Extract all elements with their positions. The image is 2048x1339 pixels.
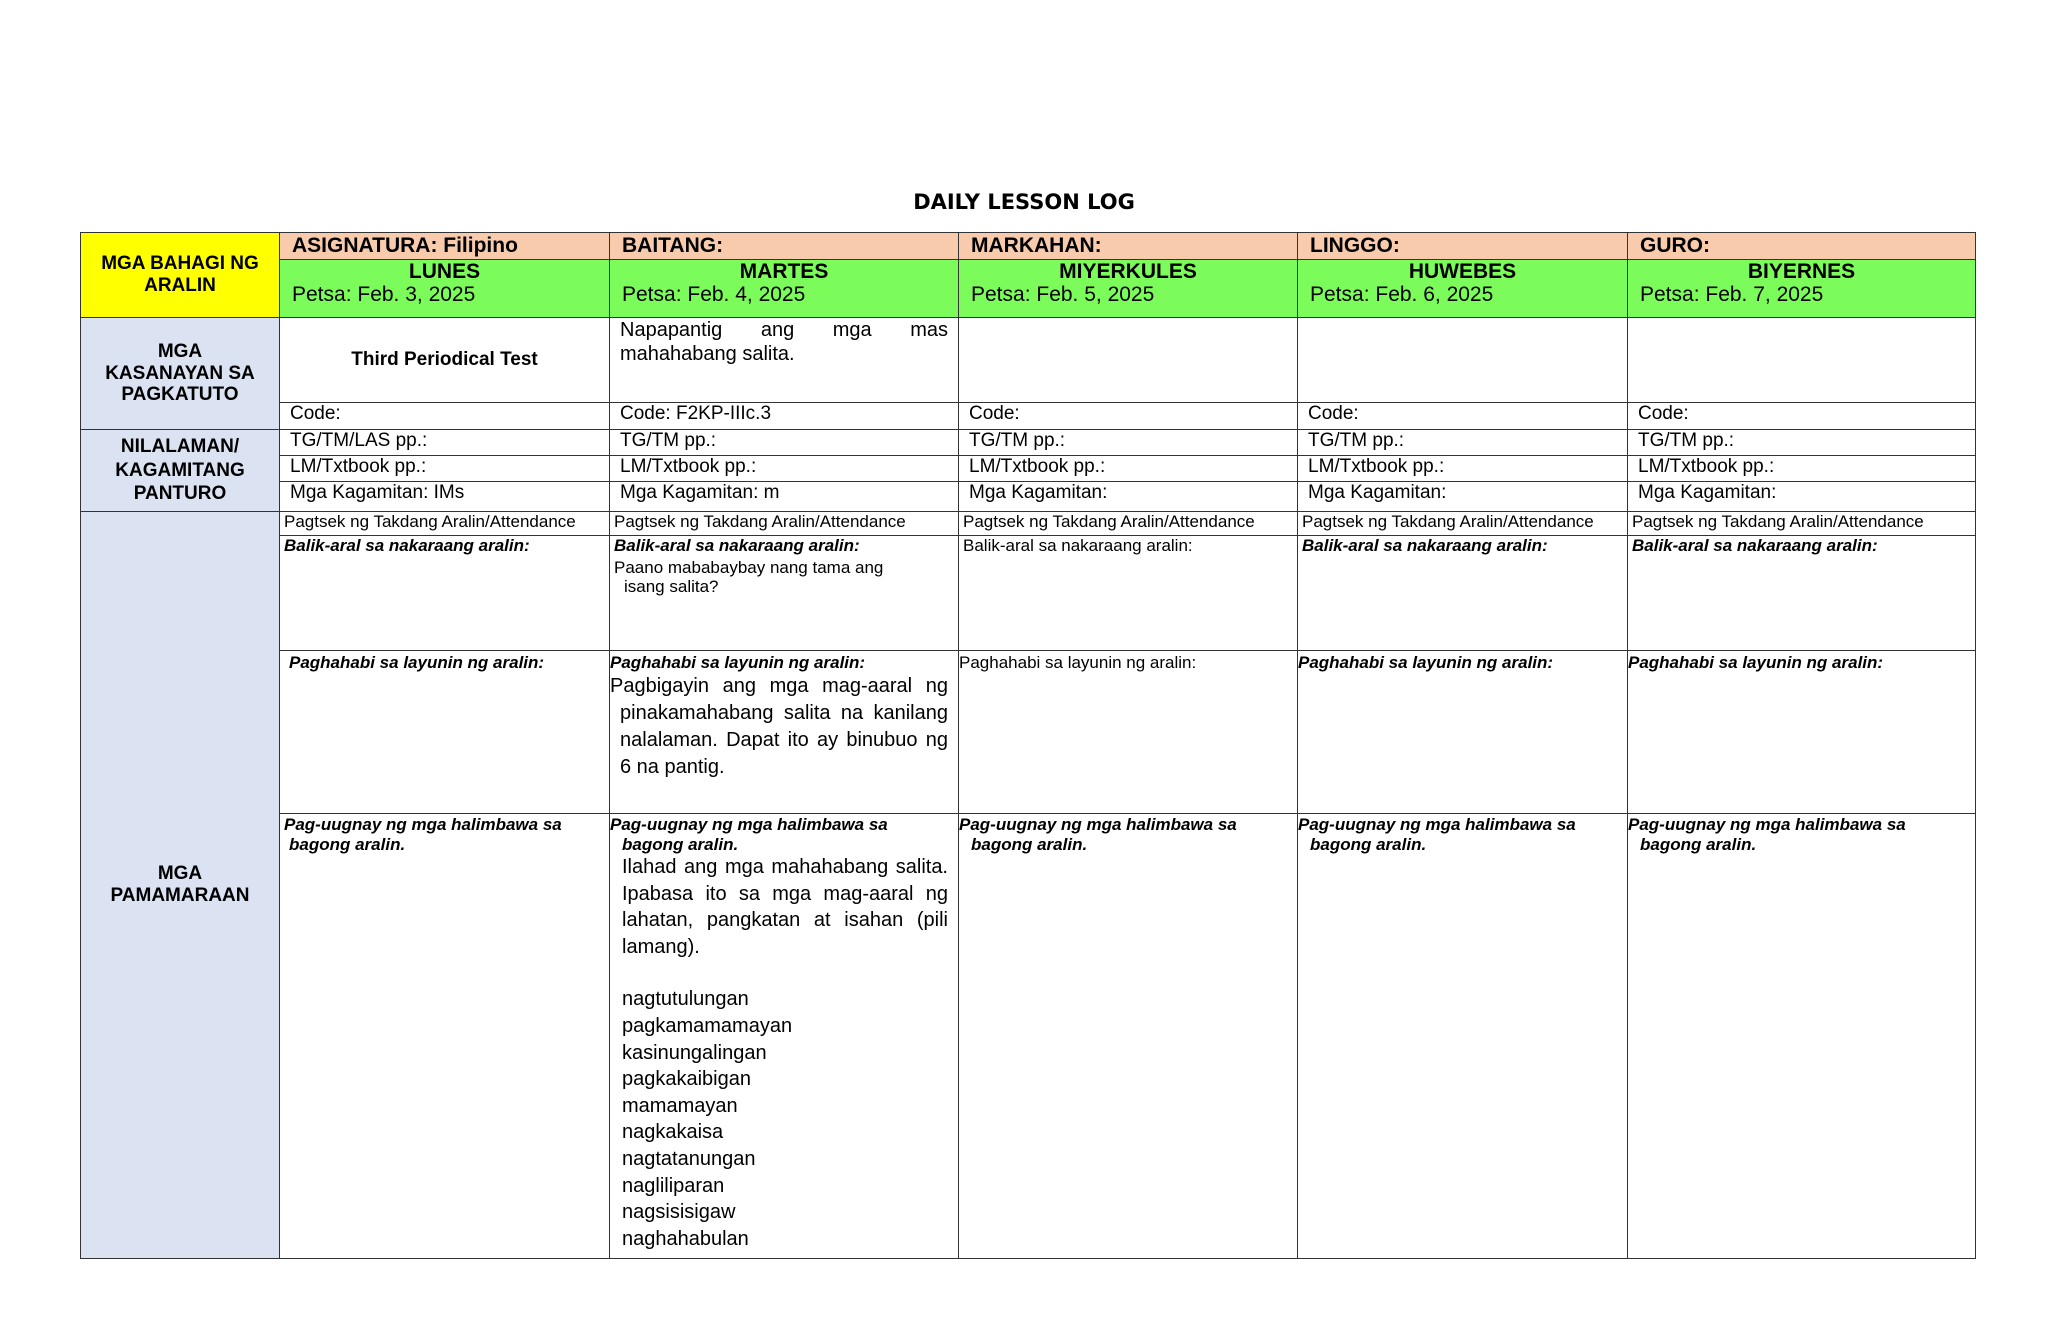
balik-aral-label: Balik-aral sa nakaraang aralin: <box>1632 536 1878 555</box>
linggo-header: LINGGO: <box>1298 233 1628 260</box>
day-date: Petsa: Feb. 5, 2025 <box>971 283 1155 307</box>
day-header-lunes <box>280 260 610 318</box>
paghahabi-label: Paghahabi sa layunin ng aralin: <box>959 653 1197 672</box>
page-title: DAILY LESSON LOG <box>913 190 1135 214</box>
word-list <box>610 986 948 1252</box>
pag-uugnay-miyerkules <box>959 814 1298 1259</box>
paghahabi-martes-text: Pagbigayin ang mga mag-aaral ng pinakamahabang salita na kanilang nalalaman. Dapat ito ay binubuo ng 6 na pantig. <box>610 674 948 778</box>
pag-uugnay-martes-text: Ilahad ang mga mahahabang salita. Ipabasa ito sa mga mag-aaral ng lahatan, pangkatan at isahan (pili lamang). <box>622 856 948 958</box>
day-date: Petsa: Feb. 6, 2025 <box>1310 283 1494 307</box>
paghahabi-lunes <box>280 651 610 814</box>
word-item: nagtutulungan <box>622 988 749 1011</box>
section-nilalaman: NILALAMAN/ KAGAMITANG PANTURO <box>81 430 280 512</box>
markahan-header: MARKAHAN: <box>959 233 1298 260</box>
corner-header: MGA BAHAGI NG ARALIN <box>81 233 280 318</box>
tg-lunes: TG/TM/LAS pp.: <box>280 430 610 456</box>
day-date: Petsa: Feb. 4, 2025 <box>622 283 806 307</box>
lm-martes: LM/Txtbook pp.: <box>610 456 959 482</box>
pagtsek-huwebes: Pagtsek ng Takdang Aralin/Attendance <box>1298 512 1628 536</box>
paghahabi-label: Paghahabi sa layunin ng aralin: <box>289 653 545 672</box>
day-name: MARTES <box>739 260 829 283</box>
paghahabi-huwebes <box>1298 651 1628 814</box>
section-kasanayan: MGA KASANAYAN SA PAGKATUTO <box>81 318 280 430</box>
kagamitan-biyernes: Mga Kagamitan: <box>1628 482 1976 512</box>
baitang-header: BAITANG: <box>610 233 959 260</box>
paghahabi-biyernes <box>1628 651 1976 814</box>
pag-uugnay-lunes <box>280 814 610 1259</box>
paghahabi-label: Paghahabi sa layunin ng aralin: <box>1298 653 1554 672</box>
kagamitan-miyerkules: Mga Kagamitan: <box>959 482 1298 512</box>
balik-aral-martes-text: Paano mababaybay nang tama ang isang salita? <box>614 557 884 597</box>
balik-aral-label: Balik-aral sa nakaraang aralin: <box>963 536 1193 555</box>
word-item: nagsisisigaw <box>622 1201 736 1224</box>
code-miyerkules: Code: <box>959 403 1298 430</box>
lm-biyernes: LM/Txtbook pp.: <box>1628 456 1976 482</box>
pagtsek-miyerkules: Pagtsek ng Takdang Aralin/Attendance <box>959 512 1298 536</box>
code-lunes: Code: <box>280 403 610 430</box>
day-date: Petsa: Feb. 3, 2025 <box>292 283 476 307</box>
paghahabi-martes <box>610 651 959 814</box>
balik-aral-miyerkules <box>959 536 1298 651</box>
tg-biyernes: TG/TM pp.: <box>1628 430 1976 456</box>
code-martes: Code: F2KP-IIIc.3 <box>610 403 959 430</box>
word-item: nagkakaisa <box>622 1121 724 1144</box>
word-item: pagkakaibigan <box>622 1068 751 1091</box>
kasanayan-miyerkules <box>959 318 1298 403</box>
lesson-log-table <box>80 232 1976 1259</box>
balik-aral-biyernes <box>1628 536 1976 651</box>
pagtsek-martes: Pagtsek ng Takdang Aralin/Attendance <box>610 512 959 536</box>
lm-lunes: LM/Txtbook pp.: <box>280 456 610 482</box>
balik-aral-label: Balik-aral sa nakaraang aralin: <box>284 536 530 555</box>
day-header-miyerkules <box>959 260 1298 318</box>
pag-uugnay-label: Pag-uugnay ng mga halimbawa sa bagong aralin. <box>610 815 888 854</box>
paghahabi-label: Paghahabi sa layunin ng aralin: <box>610 653 866 672</box>
word-item: naghahabulan <box>622 1227 749 1250</box>
day-date: Petsa: Feb. 7, 2025 <box>1640 283 1824 307</box>
day-header-biyernes <box>1628 260 1976 318</box>
kagamitan-lunes: Mga Kagamitan: IMs <box>280 482 610 512</box>
word-item: pagkamamamayan <box>622 1015 793 1038</box>
code-huwebes: Code: <box>1298 403 1628 430</box>
word-item: mamamayan <box>622 1094 738 1117</box>
paghahabi-miyerkules <box>959 651 1298 814</box>
tg-martes: TG/TM pp.: <box>610 430 959 456</box>
paghahabi-label: Paghahabi sa layunin ng aralin: <box>1628 653 1884 672</box>
code-biyernes: Code: <box>1628 403 1976 430</box>
section-pamamaraan: MGA PAMAMARAAN <box>81 512 280 1259</box>
word-item: nagtatanungan <box>622 1148 756 1171</box>
kasanayan-biyernes <box>1628 318 1976 403</box>
tg-miyerkules: TG/TM pp.: <box>959 430 1298 456</box>
day-name: LUNES <box>408 260 481 283</box>
pag-uugnay-label: Pag-uugnay ng mga halimbawa sa bagong aralin. <box>1628 815 1906 854</box>
kasanayan-martes <box>610 318 959 403</box>
day-name: MIYERKULES <box>1059 260 1197 283</box>
balik-aral-label: Balik-aral sa nakaraang aralin: <box>1302 536 1548 555</box>
pag-uugnay-martes <box>610 814 959 1259</box>
word-item: kasinungalingan <box>622 1041 767 1064</box>
guro-header: GURO: <box>1628 233 1976 260</box>
lm-miyerkules: LM/Txtbook pp.: <box>959 456 1298 482</box>
day-header-martes <box>610 260 959 318</box>
kasanayan-martes-text: Napapantig ang mga mas mahahabang salita. <box>620 319 948 365</box>
lm-huwebes: LM/Txtbook pp.: <box>1298 456 1628 482</box>
asignatura-header: ASIGNATURA: Filipino <box>280 233 610 260</box>
day-name: BIYERNES <box>1747 260 1856 283</box>
word-item: nagliliparan <box>622 1174 725 1197</box>
balik-aral-martes <box>610 536 959 651</box>
balik-aral-label: Balik-aral sa nakaraang aralin: <box>614 536 860 555</box>
kasanayan-lunes: Third Periodical Test <box>280 318 610 403</box>
day-name: HUWEBES <box>1408 260 1517 283</box>
pag-uugnay-huwebes <box>1298 814 1628 1259</box>
pag-uugnay-label: Pag-uugnay ng mga halimbawa sa bagong aralin. <box>284 815 562 854</box>
pag-uugnay-label: Pag-uugnay ng mga halimbawa sa bagong aralin. <box>959 815 1237 854</box>
kasanayan-huwebes <box>1298 318 1628 403</box>
kagamitan-martes: Mga Kagamitan: m <box>610 482 959 512</box>
kagamitan-huwebes: Mga Kagamitan: <box>1298 482 1628 512</box>
pag-uugnay-biyernes <box>1628 814 1976 1259</box>
pagtsek-biyernes: Pagtsek ng Takdang Aralin/Attendance <box>1628 512 1976 536</box>
day-header-huwebes <box>1298 260 1628 318</box>
balik-aral-huwebes <box>1298 536 1628 651</box>
pag-uugnay-label: Pag-uugnay ng mga halimbawa sa bagong aralin. <box>1298 815 1576 854</box>
balik-aral-lunes <box>280 536 610 651</box>
pagtsek-lunes: Pagtsek ng Takdang Aralin/Attendance <box>280 512 610 536</box>
tg-huwebes: TG/TM pp.: <box>1298 430 1628 456</box>
